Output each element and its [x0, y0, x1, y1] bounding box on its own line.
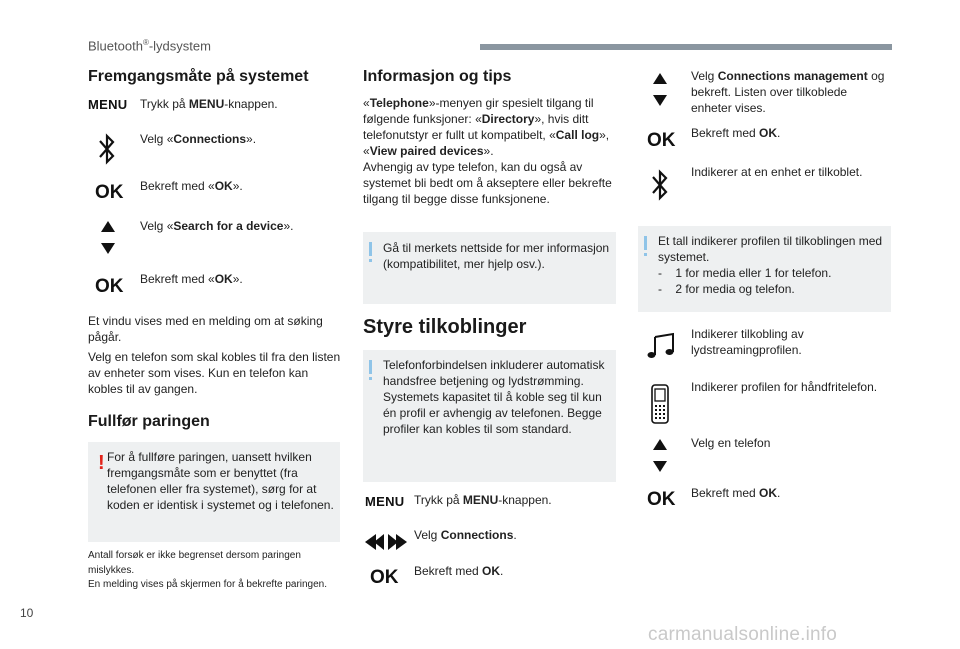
bluetooth-icon: [650, 168, 670, 202]
heading-pairing-procedure: Fremgangsmåte på systemet: [88, 68, 309, 85]
info-note-text: Telefonforbindelsen inkluderer automatisk handsfree betjening og lydstrømming. Systemets kapasitet til å koble seg til kun én profil er avhengig av telefonen. Begge profiler kan kobles til som standard.: [383, 358, 605, 436]
step-text: Indikerer tilkobling av lydstreamingprofilen.: [691, 327, 804, 357]
bluetooth-icon: [97, 132, 117, 166]
warning-text: For å fullføre paringen, uansett hvilken fremgangsmåte som er benyttet (fra telefonen eller fra systemet), sørg for at koden er identisk i systemet og i telefonen.: [107, 450, 334, 512]
up-down-arrows-icon: [652, 437, 668, 475]
info-icon: [369, 242, 372, 256]
heading-manage-connections: Styre tilkoblinger: [363, 316, 527, 338]
info-note-box: [363, 350, 616, 482]
music-note-icon: [646, 332, 676, 360]
step-text: Indikerer profilen for håndfritelefon.: [691, 380, 878, 394]
info-icon: [644, 236, 647, 250]
paragraph-search-in-progress: Et vindu vises med en melding om at søking pågår.: [88, 314, 323, 344]
ok-icon: OK: [95, 276, 124, 297]
step-text: Bekreft med «OK».: [140, 272, 243, 286]
info-note-box: [638, 226, 891, 312]
watermark: carmanualsonline.info: [648, 624, 838, 645]
menu-icon: MENU: [365, 494, 405, 509]
page-number: 10: [20, 606, 34, 620]
step-text: Bekreft med OK.: [691, 126, 781, 140]
ok-icon: OK: [647, 489, 676, 510]
step-text: Velg Connections management og bekreft. Listen over tilkoblede enheter vises.: [691, 69, 885, 115]
step-text: Bekreft med «OK».: [140, 179, 243, 193]
step-text: Trykk på MENU-knappen.: [414, 493, 552, 507]
info-paragraph: «Telephone»-menyen gir spesielt tilgang til følgende funksjoner: «Directory», hvis ditt telefonutstyr er fullt ut kompatibelt, «Call log», «View paired devices». Avhengig av type telefon, kan du også av systemet bli bedt om å akseptere eller bekrefte tilgang til begge disse funksjonene.: [363, 96, 612, 206]
ok-icon: OK: [370, 567, 399, 588]
info-note-box: [363, 232, 616, 304]
warning-box: [88, 442, 340, 542]
note-attempts: Antall forsøk er ikke begrenset dersom paringen mislykkes.: [88, 550, 301, 576]
note-confirm-message: En melding vises på skjermen for å bekrefte paringen.: [88, 579, 328, 590]
step-text: Bekreft med OK.: [691, 486, 781, 500]
step-text: Velg en telefon: [691, 436, 771, 450]
info-note-text: Et tall indikerer profilen til tilkoblingen med systemet. - 1 for media eller 1 for telefon. - 2 for media og telefon.: [658, 234, 883, 296]
step-text: Velg «Search for a device».: [140, 219, 294, 233]
warning-icon: !: [98, 452, 105, 474]
info-note-text: Gå til merkets nettside for mer informasjon (kompatibilitet, mer hjelp osv.).: [383, 241, 610, 271]
handset-phone-icon: [650, 384, 670, 424]
header-bar: [480, 44, 892, 50]
step-text: Bekreft med OK.: [414, 564, 504, 578]
up-down-arrows-icon: [100, 219, 116, 257]
heading-info-tips: Informasjon og tips: [363, 68, 512, 85]
up-down-arrows-icon: [652, 71, 668, 109]
menu-icon: MENU: [88, 97, 128, 112]
paragraph-select-phone: Velg en telefon som skal kobles til fra den listen av enheter som vises. Kun en telefon kan kobles til av gangen.: [88, 350, 341, 396]
page-header-title: Bluetooth®-lydsystem: [88, 38, 211, 54]
step-text: Velg «Connections».: [140, 132, 257, 146]
step-text: Indikerer at en enhet er tilkoblet.: [691, 165, 863, 179]
heading-complete-pairing: Fullfør paringen: [88, 413, 210, 430]
step-text: Velg Connections.: [414, 528, 517, 542]
left-right-arrows-icon: [364, 533, 408, 551]
ok-icon: OK: [95, 182, 124, 203]
step-text: Trykk på MENU-knappen.: [140, 97, 278, 111]
ok-icon: OK: [647, 130, 676, 151]
info-icon: [369, 360, 372, 374]
